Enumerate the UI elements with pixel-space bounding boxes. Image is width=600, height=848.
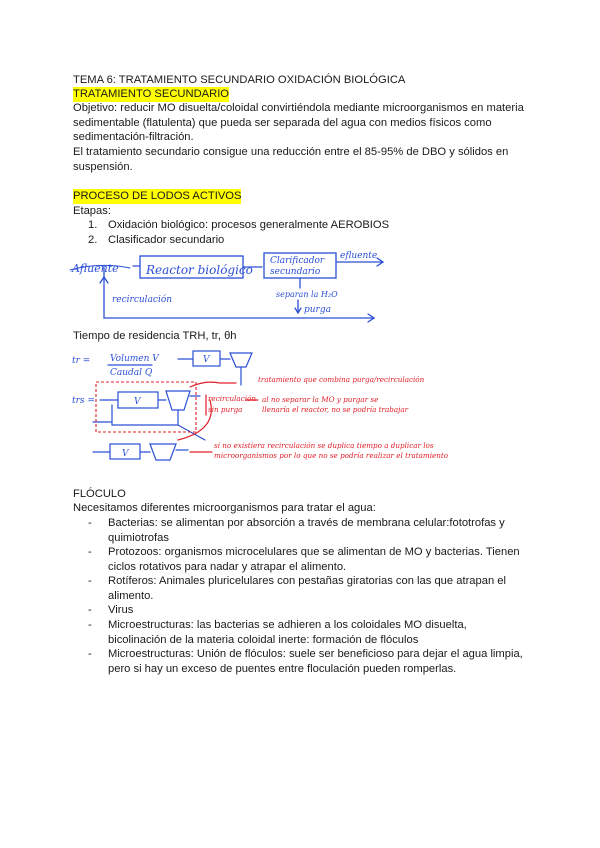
floculo-intro: Necesitamos diferentes microorganismos para tratar el agua:	[73, 502, 376, 514]
list-item-text: Microestructuras: las bacterias se adhieren a los coloidales MO disuelta, bicolinación de la materia coloidal inerte: formación de flóculos	[108, 619, 467, 646]
red-arrow-1	[190, 382, 236, 387]
stage-number: 1.	[88, 219, 98, 231]
section-heading-floculo: FLÓCULO	[73, 488, 126, 500]
purge-label: purga	[304, 305, 331, 315]
clarifier-top	[230, 353, 252, 367]
list-item-text: Protozoos: organismos microcelulares que se alimentan de MO y bacterias. Tienen ciclos rotativos para nadar y atrapar el alimento.	[108, 546, 520, 573]
red-note-2a: al no separar la MO y purgar se	[262, 395, 379, 404]
list-item-text: Virus	[108, 604, 134, 616]
stage-text: Clasificador secundario	[108, 234, 225, 246]
list-item-text: Rotíferos: Animales pluricelulares con pestañas giratorias con las que atrapan el alimento.	[108, 575, 506, 602]
list-item-text: Bacterias: se alimentan por absorción a través de membrana celular:fototrofas y quimiotrofas	[108, 517, 505, 544]
volume-label: Volumen V	[110, 354, 159, 364]
stage-text: Oxidación biológico: procesos generalmente AEROBIOS	[108, 219, 390, 231]
influent-label: Afluente	[72, 262, 119, 275]
list-item: - Protozoos: organismos microcelulares que se alimentan de MO y bacterias. Tienen ciclos rotativos para nadar y atrapar el alimento.	[88, 545, 528, 574]
document-title: TEMA 6: TRATAMIENTO SECUNDARIO OXIDACIÓN BIOLÓGICA	[73, 74, 406, 86]
purge-red-label: sin purga	[208, 405, 243, 414]
clarifier-label-1: Clarificador	[270, 256, 325, 266]
clarifier-label-2: secundario	[270, 267, 321, 277]
tr-label: tr =	[72, 356, 91, 366]
list-item: - Rotíferos: Animales pluricelulares con pestañas giratorias con las que atrapan el alimento.	[88, 574, 528, 603]
stage-number: 2.	[88, 234, 98, 246]
list-item-text: Microestructuras: Unión de flóculos: suele ser beneficioso para dejar el agua limpia, pero si hay un exceso de puentes entre floculación pueden romperlas.	[108, 648, 523, 675]
section-heading-lodos: PROCESO DE LODOS ACTIVOS	[73, 190, 242, 202]
recirc-red-label: recirculación	[208, 394, 256, 403]
list-item: - Microestructuras: las bacterias se adhieren a los coloidales MO disuelta, bicolinación de la materia coloidal inerte: formación de flóculos	[88, 618, 528, 647]
separation-note: separan la H₂O	[276, 290, 338, 299]
v-label-mid: V	[134, 397, 141, 407]
residence-time-text: Tiempo de residencia TRH, tr, θh	[73, 330, 237, 342]
reactor-label: Reactor biológico	[146, 263, 253, 277]
red-note-1: tratamiento que combina purga/recirculación	[258, 375, 425, 384]
reduction-paragraph: El tratamiento secundario consigue una reducción entre el 85-95% de DBO y sólidos en suspensión.	[73, 146, 509, 173]
section-heading-tratamiento: TRATAMIENTO SECUNDARIO	[73, 88, 230, 100]
v-label-bottom: V	[122, 449, 129, 459]
effluent-label: efluente	[340, 251, 378, 261]
objective-paragraph: Objetivo: reducir MO disuelta/coloidal convirtiéndola mediante microorganismos en materia sedimentable (flatulenta) que pueda ser separada del agua con medios físicos como sedimentación-filtración.	[73, 102, 524, 143]
recirculation-label: recirculación	[112, 295, 173, 305]
red-note-3a: si no existiera recirculación se duplica tiempo a duplicar los	[214, 441, 434, 450]
list-item: - Microestructuras: Unión de flóculos: suele ser beneficioso para dejar el agua limpia, pero si hay un exceso de puentes entre floculación pueden romperlas.	[88, 647, 528, 676]
trs-label: trs =	[72, 396, 95, 406]
stages-label: Etapas:	[73, 205, 111, 217]
red-note-2b: llenaría el reactor, no se podría trabajar	[262, 405, 409, 414]
red-note-3b: microorganismos por lo que no se podría realizar el tratamiento	[214, 451, 449, 460]
clarifier-bottom	[150, 444, 176, 460]
v-label-top: V	[203, 355, 210, 365]
list-item: - Bacterias: se alimentan por absorción a través de membrana celular:fototrofas y quimiotrofas	[88, 516, 528, 545]
list-item: - Virus	[88, 603, 528, 618]
flow-label: Caudal Q	[110, 368, 153, 378]
clarifier-mid	[166, 391, 190, 410]
